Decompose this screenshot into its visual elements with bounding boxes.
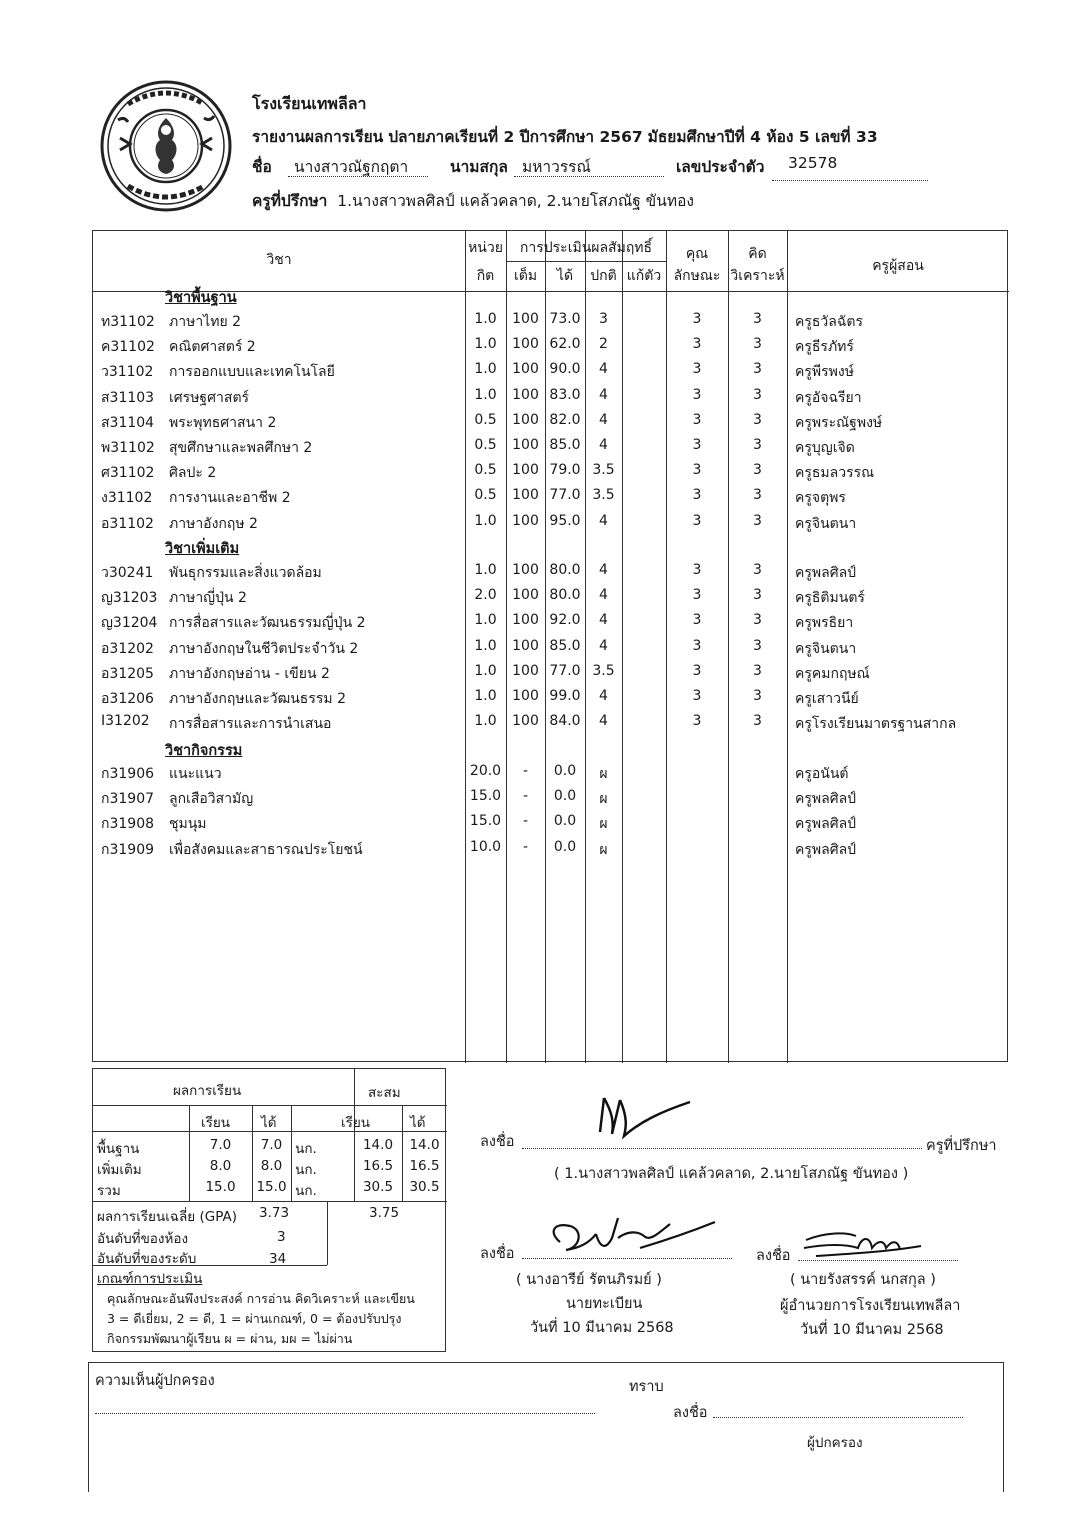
teacher-name: ครูเสาวนีย์ bbox=[795, 691, 859, 707]
subject-name: การสื่อสารและวัฒนธรรมญี่ปุ่น 2 bbox=[169, 615, 366, 632]
think-value: 3 bbox=[753, 437, 762, 453]
trait-value: 3 bbox=[692, 487, 702, 504]
got-score: 0.0 bbox=[553, 788, 577, 805]
summary-got: 7.0 bbox=[260, 1137, 283, 1153]
subject-code: ก31908 bbox=[101, 816, 155, 833]
think-value: 3 bbox=[753, 512, 762, 529]
grade-value: 4 bbox=[599, 512, 608, 529]
accum-label: สะสม bbox=[368, 1085, 401, 1101]
subject-code: ก31906 bbox=[101, 766, 155, 782]
full-score: - bbox=[522, 813, 529, 830]
full-score: 100 bbox=[512, 612, 539, 629]
summary-acc-got: 16.5 bbox=[409, 1158, 440, 1174]
subject-name: เพื่อสังคมและสาธารณประโยชน์ bbox=[169, 841, 363, 858]
summary-label: พื้นฐาน bbox=[97, 1141, 140, 1157]
subject-code: ค31102 bbox=[101, 339, 155, 356]
acc-got-label: ได้ bbox=[410, 1115, 426, 1131]
teacher-name: ครูธวัลฉัตร bbox=[795, 314, 864, 330]
rank-room-label: อันดับที่ของห้อง bbox=[97, 1231, 189, 1247]
registrar-sign-label: ลงชื่อ bbox=[480, 1246, 515, 1262]
school-seal-logo bbox=[98, 78, 234, 214]
subject-name: การออกแบบและเทคโนโลยี bbox=[169, 364, 335, 381]
parent-sign-label: ลงชื่อ bbox=[673, 1405, 708, 1421]
grade-value: 4 bbox=[599, 688, 608, 704]
th-teacher: ครูผู้สอน bbox=[872, 258, 924, 274]
teacher-name: ครูพลศิลป์ bbox=[795, 565, 857, 581]
full-score: 100 bbox=[512, 562, 539, 578]
criteria-line: 3 = ดีเยี่ยม, 2 = ดี, 1 = ผ่านเกณฑ์, 0 = ต้องปรับปรุง bbox=[107, 1311, 402, 1326]
summary-got: 8.0 bbox=[260, 1158, 283, 1174]
grade-value: 4 bbox=[599, 612, 608, 629]
name-value: นางสาวณัฐกฤตา bbox=[294, 158, 409, 176]
registrar-name: ( นางอารีย์ รัตนภิรมย์ ) bbox=[516, 1272, 662, 1288]
full-score: 100 bbox=[512, 437, 539, 453]
trait-value: 3 bbox=[692, 437, 702, 453]
subject-name: ภาษาไทย 2 bbox=[169, 314, 242, 330]
grade-value: 3.5 bbox=[592, 487, 615, 504]
trait-value: 3 bbox=[692, 386, 702, 403]
teacher-name: ครูธีรภัทร์ bbox=[795, 339, 854, 356]
registrar-signature bbox=[540, 1212, 720, 1262]
grade-value: 4 bbox=[599, 637, 608, 654]
teacher-name: ครูอัจฉรียา bbox=[795, 389, 862, 406]
acc-study-label: เรียน bbox=[341, 1115, 371, 1131]
grade-value: 4 bbox=[599, 386, 608, 403]
full-score: 100 bbox=[512, 688, 539, 704]
summary-unit: นก. bbox=[295, 1162, 317, 1178]
report-detail: ปลายภาคเรียนที่ 2 ปีการศึกษา 2567 bbox=[388, 128, 643, 146]
got-score: 90.0 bbox=[549, 361, 581, 378]
think-value: 3 bbox=[753, 386, 762, 403]
think-value: 3 bbox=[753, 587, 762, 604]
grade-value: 4 bbox=[599, 562, 608, 578]
think-value: 3 bbox=[753, 662, 762, 679]
grade-value: 2 bbox=[599, 336, 608, 353]
parent-opinion-label: ความเห็นผู้ปกครอง bbox=[95, 1373, 215, 1389]
trait-value: 3 bbox=[692, 336, 702, 353]
gpa-accum-value: 3.75 bbox=[369, 1205, 400, 1221]
subject-code: I31202 bbox=[101, 713, 150, 730]
full-score: 100 bbox=[512, 637, 539, 654]
credit-value: 1.0 bbox=[474, 336, 497, 353]
summary-label: เพิ่มเติม bbox=[97, 1162, 142, 1178]
trait-value: 3 bbox=[692, 311, 702, 327]
director-sign-label: ลงชื่อ bbox=[756, 1248, 791, 1264]
registrar-role: นายทะเบียน bbox=[566, 1296, 643, 1312]
th-normal: ปกติ bbox=[590, 268, 617, 284]
got-score: 80.0 bbox=[549, 587, 581, 604]
trait-value: 3 bbox=[692, 688, 702, 704]
section-title: วิชากิจกรรม bbox=[165, 743, 243, 759]
subject-code: อ31206 bbox=[101, 691, 154, 707]
grade-value: ผ bbox=[599, 791, 608, 808]
trait-value: 3 bbox=[692, 662, 702, 679]
subject-code: ส31104 bbox=[101, 414, 155, 431]
subject-name: คณิตศาสตร์ 2 bbox=[169, 339, 256, 356]
surname-label: นามสกุล bbox=[450, 158, 508, 176]
subject-code: ง31102 bbox=[101, 490, 153, 507]
gpa-label: ผลการเรียนเฉลี่ย (GPA) bbox=[97, 1209, 237, 1225]
trait-value: 3 bbox=[692, 612, 702, 629]
credit-value: 1.0 bbox=[474, 311, 497, 327]
credit-value: 15.0 bbox=[469, 788, 502, 805]
summary-acc-study: 16.5 bbox=[362, 1158, 394, 1174]
think-value: 3 bbox=[753, 688, 762, 704]
think-value: 3 bbox=[753, 311, 762, 327]
th-credit-2: กิต bbox=[476, 268, 495, 284]
credit-value: 0.5 bbox=[474, 462, 497, 479]
full-score: 100 bbox=[512, 411, 539, 428]
grade-value: 4 bbox=[599, 713, 608, 730]
subject-code: ส31103 bbox=[101, 389, 155, 406]
grade-value: 3.5 bbox=[592, 462, 615, 479]
subject-name: ภาษาญี่ปุ่น 2 bbox=[169, 590, 247, 607]
subject-code: ท31102 bbox=[101, 314, 155, 330]
got-score: 80.0 bbox=[549, 562, 581, 578]
subject-name: การงานและอาชีพ 2 bbox=[169, 490, 291, 507]
summary-label: รวม bbox=[97, 1183, 121, 1199]
grade-value: ผ bbox=[599, 816, 608, 833]
credit-value: 1.0 bbox=[474, 361, 497, 378]
id-value: 32578 bbox=[788, 154, 838, 172]
got-score: 95.0 bbox=[549, 512, 581, 529]
rank-room-value: 3 bbox=[277, 1229, 286, 1245]
credit-value: 1.0 bbox=[474, 512, 497, 529]
grades-table bbox=[92, 230, 1008, 1062]
teacher-name: ครูธมลวรรณ bbox=[795, 465, 875, 482]
got-score: 99.0 bbox=[549, 688, 581, 704]
subject-code: ก31909 bbox=[101, 841, 155, 858]
subject-code: พ31102 bbox=[101, 440, 155, 456]
summary-acc-got: 14.0 bbox=[409, 1137, 440, 1153]
advisor-names: ( 1.นางสาวพลศิลป์ แคล้วคลาด, 2.นายโสภณัฐ ขันทอง ) bbox=[554, 1166, 909, 1182]
class-detail: มัธยมศึกษาปีที่ 4 ห้อง 5 เลขที่ 33 bbox=[647, 128, 878, 146]
th-subject: วิชา bbox=[266, 252, 292, 268]
parent-role: ผู้ปกครอง bbox=[807, 1435, 863, 1451]
full-score: - bbox=[522, 763, 529, 779]
summary-acc-study: 30.5 bbox=[362, 1179, 394, 1195]
subject-code: ว30241 bbox=[101, 565, 154, 581]
think-value: 3 bbox=[753, 637, 762, 654]
criteria-line: กิจกรรมพัฒนาผู้เรียน ผ = ผ่าน, มผ = ไม่ผ่าน bbox=[107, 1331, 353, 1346]
grade-value: 4 bbox=[599, 411, 608, 428]
gpa-value: 3.73 bbox=[259, 1205, 290, 1221]
subject-name: ลูกเสือวิสามัญ bbox=[169, 791, 254, 808]
got-score: 83.0 bbox=[549, 386, 581, 403]
subject-code: ศ31102 bbox=[101, 465, 155, 482]
teacher-name: ครูอนันต์ bbox=[795, 766, 849, 782]
full-score: 100 bbox=[512, 336, 539, 353]
subject-name: สุขศึกษาและพลศึกษา 2 bbox=[169, 440, 313, 456]
credit-value: 0.5 bbox=[474, 437, 497, 453]
teacher-name: ครูจินตนา bbox=[795, 640, 857, 657]
subject-name: การสื่อสารและการนำเสนอ bbox=[169, 716, 332, 733]
advisor-sign-label: ลงชื่อ bbox=[480, 1134, 515, 1150]
report-label: รายงานผลการเรียน bbox=[252, 128, 384, 146]
full-score: 100 bbox=[512, 487, 539, 504]
subject-code: ก31907 bbox=[101, 791, 155, 808]
grade-value: 4 bbox=[599, 437, 608, 453]
grade-value: 4 bbox=[599, 587, 608, 604]
summary-unit: นก. bbox=[295, 1183, 317, 1199]
think-value: 3 bbox=[753, 562, 762, 578]
got-score: 0.0 bbox=[553, 838, 577, 855]
th-think-1: คิด bbox=[748, 246, 767, 262]
got-score: 62.0 bbox=[549, 336, 581, 353]
subject-code: ญ31204 bbox=[101, 615, 158, 632]
think-value: 3 bbox=[753, 336, 762, 353]
subject-name: ศิลปะ 2 bbox=[169, 465, 217, 482]
trait-value: 3 bbox=[692, 411, 702, 428]
advisor-row bbox=[252, 188, 694, 213]
advisor-role: ครูที่ปรึกษา bbox=[926, 1138, 997, 1154]
think-value: 3 bbox=[753, 612, 762, 629]
think-value: 3 bbox=[753, 462, 762, 479]
got-score: 77.0 bbox=[549, 662, 581, 679]
teacher-name: ครูพีรพงษ์ bbox=[795, 364, 854, 381]
subject-name: ภาษาอังกฤษและวัฒนธรรม 2 bbox=[169, 691, 346, 707]
trait-value: 3 bbox=[692, 562, 702, 578]
got-score: 92.0 bbox=[549, 612, 581, 629]
got-score: 85.0 bbox=[549, 637, 581, 654]
credit-value: 0.5 bbox=[474, 411, 497, 428]
subject-code: อ31202 bbox=[101, 640, 154, 657]
subject-code: อ31102 bbox=[101, 515, 154, 532]
full-score: - bbox=[522, 788, 529, 805]
section-title: วิชาพื้นฐาน bbox=[165, 290, 237, 306]
registrar-date: วันที่ 10 มีนาคม 2568 bbox=[530, 1320, 674, 1336]
director-signature bbox=[796, 1226, 926, 1266]
teacher-name: ครูพลศิลป์ bbox=[795, 791, 857, 808]
credit-value: 1.0 bbox=[474, 562, 497, 578]
subject-name: ภาษาอังกฤษในชีวิตประจำวัน 2 bbox=[169, 640, 359, 657]
credit-value: 20.0 bbox=[469, 763, 502, 779]
subject-name: พระพุทธศาสนา 2 bbox=[169, 414, 277, 431]
got-score: 0.0 bbox=[553, 763, 577, 779]
trait-value: 3 bbox=[692, 512, 702, 529]
full-score: 100 bbox=[512, 311, 539, 327]
trait-value: 3 bbox=[692, 637, 702, 654]
credit-value: 1.0 bbox=[474, 386, 497, 403]
trait-value: 3 bbox=[692, 587, 702, 604]
section-title: วิชาเพิ่มเติม bbox=[165, 541, 240, 557]
teacher-name: ครูบุญเจิด bbox=[795, 440, 855, 456]
advisor-value: 1.นางสาวพลศิลป์ แคล้วคลาด, 2.นายโสภณัฐ ขันทอง bbox=[337, 192, 694, 210]
th-got: ได้ bbox=[556, 268, 574, 284]
advisor-signature bbox=[590, 1092, 700, 1142]
subject-name: พันธุกรรมและสิ่งแวดล้อม bbox=[169, 565, 322, 581]
grade-value: ผ bbox=[599, 766, 608, 782]
credit-value: 1.0 bbox=[474, 612, 497, 629]
got-score: 79.0 bbox=[549, 462, 581, 479]
subject-code: อ31205 bbox=[101, 665, 154, 682]
got-score: 84.0 bbox=[549, 713, 581, 730]
credit-value: 1.0 bbox=[474, 637, 497, 654]
trait-value: 3 bbox=[692, 713, 702, 730]
full-score: 100 bbox=[512, 462, 539, 479]
grade-value: 4 bbox=[599, 361, 608, 378]
th-think-2: วิเคราะห์ bbox=[730, 268, 785, 284]
summary-got: 15.0 bbox=[256, 1179, 287, 1195]
got-score: 77.0 bbox=[549, 487, 581, 504]
id-label: เลขประจำตัว bbox=[676, 158, 765, 176]
credit-value: 0.5 bbox=[474, 487, 497, 504]
teacher-name: ครูโรงเรียนมาตรฐานสากล bbox=[795, 716, 957, 733]
summary-acc-got: 30.5 bbox=[409, 1179, 440, 1195]
director-date: วันที่ 10 มีนาคม 2568 bbox=[800, 1322, 944, 1338]
full-score: - bbox=[522, 838, 529, 855]
subject-name: ชุมนุม bbox=[169, 816, 207, 833]
think-value: 3 bbox=[753, 487, 762, 504]
subject-name: ภาษาอังกฤษ 2 bbox=[169, 515, 258, 532]
subject-code: ญ31203 bbox=[101, 590, 158, 607]
advisor-label: ครูที่ปรึกษา bbox=[252, 192, 328, 210]
study-label: เรียน bbox=[201, 1115, 231, 1131]
credit-value: 1.0 bbox=[474, 662, 497, 679]
subject-name: แนะแนว bbox=[169, 766, 222, 782]
teacher-name: ครูจินตนา bbox=[795, 515, 857, 532]
th-trait-2: ลักษณะ bbox=[673, 268, 721, 284]
th-full: เต็ม bbox=[513, 268, 538, 284]
rank-level-value: 34 bbox=[269, 1251, 287, 1267]
summary-unit: นก. bbox=[295, 1141, 317, 1157]
th-fixed: แก้ตัว bbox=[626, 268, 662, 284]
full-score: 100 bbox=[512, 587, 539, 604]
full-score: 100 bbox=[512, 512, 539, 529]
teacher-name: ครูจตุพร bbox=[795, 490, 846, 507]
director-name: ( นายรังสรรค์ นกสกุล ) bbox=[790, 1272, 936, 1288]
teacher-name: ครูพระณัฐพงษ์ bbox=[795, 414, 883, 431]
summary-box bbox=[92, 1068, 446, 1352]
got-score: 82.0 bbox=[549, 411, 581, 428]
name-label: ชื่อ bbox=[252, 158, 272, 176]
got-label: ได้ bbox=[261, 1115, 277, 1131]
parent-box bbox=[88, 1362, 1004, 1492]
school-name: โรงเรียนเทพลีลา bbox=[252, 94, 367, 113]
report-title bbox=[252, 124, 878, 149]
think-value: 3 bbox=[753, 713, 762, 730]
credit-value: 2.0 bbox=[474, 587, 497, 604]
got-score: 73.0 bbox=[549, 311, 581, 327]
surname-value: มหาวรรณ์ bbox=[522, 158, 591, 176]
th-trait-1: คุณ bbox=[685, 246, 709, 262]
teacher-name: ครูพรธิยา bbox=[795, 615, 854, 632]
teacher-name: ครูพลศิลป์ bbox=[795, 816, 857, 833]
summary-study: 15.0 bbox=[205, 1179, 236, 1195]
full-score: 100 bbox=[512, 713, 539, 730]
teacher-name: ครูพลศิลป์ bbox=[795, 841, 857, 858]
credit-value: 1.0 bbox=[474, 713, 497, 730]
rank-level-label: อันดับที่ของระดับ bbox=[97, 1251, 197, 1267]
summary-acc-study: 14.0 bbox=[362, 1137, 394, 1153]
grade-value: ผ bbox=[599, 841, 608, 858]
credit-value: 10.0 bbox=[469, 838, 502, 855]
subject-code: ว31102 bbox=[101, 364, 154, 381]
credit-value: 15.0 bbox=[469, 813, 502, 830]
summary-study: 7.0 bbox=[209, 1137, 232, 1153]
got-score: 0.0 bbox=[553, 813, 577, 830]
summary-study: 8.0 bbox=[209, 1158, 232, 1174]
full-score: 100 bbox=[512, 361, 539, 378]
th-credit-1: หน่วย bbox=[468, 240, 503, 256]
grade-value: 3 bbox=[599, 311, 608, 327]
student-info-row bbox=[252, 154, 952, 178]
trait-value: 3 bbox=[692, 462, 702, 479]
director-role: ผู้อำนวยการโรงเรียนเทพลีลา bbox=[780, 1298, 961, 1314]
full-score: 100 bbox=[512, 662, 539, 679]
think-value: 3 bbox=[753, 411, 762, 428]
subject-name: เศรษฐศาสตร์ bbox=[169, 389, 250, 406]
teacher-name: ครูคมกฤษณ์ bbox=[795, 665, 870, 682]
grade-value: 3.5 bbox=[592, 662, 615, 679]
teacher-name: ครูธิติมนตร์ bbox=[795, 590, 865, 607]
subject-name: ภาษาอังกฤษอ่าน - เขียน 2 bbox=[169, 665, 330, 682]
results-label: ผลการเรียน bbox=[173, 1083, 242, 1099]
criteria-line: คุณลักษณะอันพึงประสงค์ การอ่าน คิดวิเคราะห์ และเขียน bbox=[107, 1291, 415, 1306]
trait-value: 3 bbox=[692, 361, 702, 378]
think-value: 3 bbox=[753, 361, 762, 378]
criteria-title: เกณฑ์การประเมิน bbox=[97, 1271, 203, 1287]
got-score: 85.0 bbox=[549, 437, 581, 453]
credit-value: 1.0 bbox=[474, 688, 497, 704]
parent-ack-label: ทราบ bbox=[629, 1379, 664, 1395]
th-assessment: การประเมินผลสัมฤทธิ์ bbox=[519, 240, 653, 256]
full-score: 100 bbox=[512, 386, 539, 403]
